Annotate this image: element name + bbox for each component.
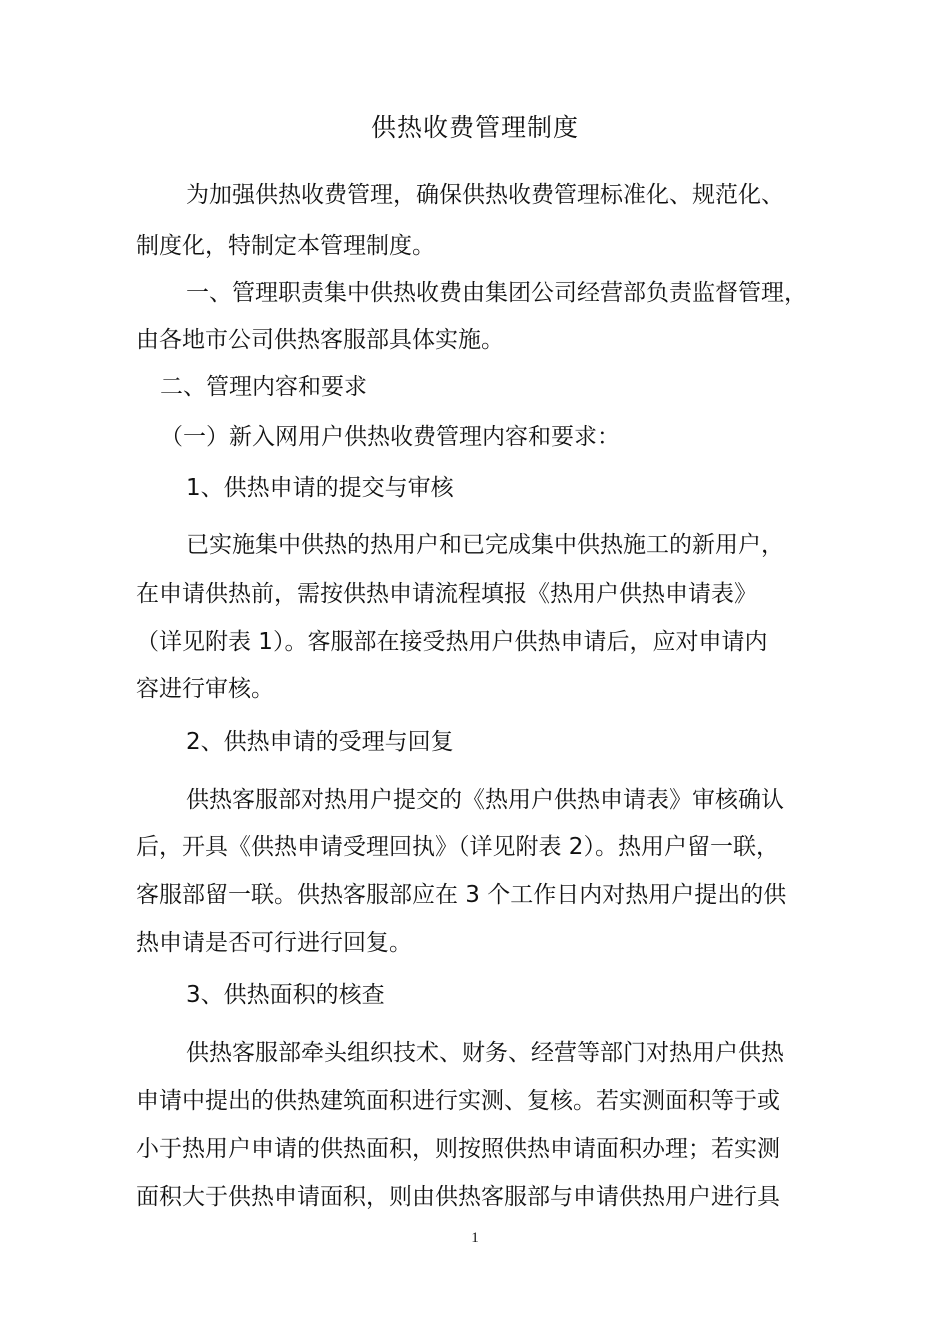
- paragraph-line: 面积大于供热申请面积，则由供热客服部与申请供热用户进行具: [136, 1184, 780, 1210]
- paragraph-line: 为加强供热收费管理，确保供热收费管理标准化、规范化、: [186, 182, 784, 208]
- paragraph-line: 一、管理职责集中供热收费由集团公司经营部负责监督管理，: [186, 280, 807, 306]
- item-heading: 2、供热申请的受理与回复: [186, 729, 454, 755]
- paragraph-line: 申请中提出的供热建筑面积进行实测、复核。若实测面积等于或: [136, 1088, 780, 1114]
- paragraph-line: 已实施集中供热的热用户和已完成集中供热施工的新用户，: [186, 532, 784, 558]
- paragraph-line: 容进行审核。: [136, 676, 274, 702]
- subsection-heading: （一）新入网用户供热收费管理内容和要求：: [160, 424, 620, 450]
- item-heading: 3、供热面积的核查: [186, 982, 385, 1008]
- paragraph-line: 由各地市公司供热客服部具体实施。: [136, 327, 504, 353]
- paragraph-line: 小于热用户申请的供热面积，则按照供热申请面积办理；若实测: [136, 1136, 780, 1162]
- page-number: 1: [471, 1230, 479, 1246]
- document-title: 供热收费管理制度: [370, 113, 579, 142]
- paragraph-line: 在申请供热前，需按供热申请流程填报《热用户供热申请表》: [136, 581, 757, 607]
- paragraph-line: 热申请是否可行进行回复。: [136, 930, 412, 956]
- paragraph-line: （详见附表 1）。客服部在接受热用户供热申请后，应对申请内: [136, 629, 768, 655]
- paragraph-line: 供热客服部对热用户提交的《热用户供热申请表》审核确认: [186, 787, 784, 813]
- paragraph-line: 制度化，特制定本管理制度。: [136, 233, 435, 259]
- paragraph-line: 后，开具《供热申请受理回执》（详见附表 2）。热用户留一联，: [136, 834, 779, 860]
- paragraph-line: 供热客服部牵头组织技术、财务、经营等部门对热用户供热: [186, 1040, 784, 1066]
- paragraph-line: 客服部留一联。供热客服部应在 3 个工作日内对热用户提出的供: [136, 882, 787, 908]
- item-heading: 1、供热申请的提交与审核: [186, 475, 454, 501]
- section-heading: 二、管理内容和要求: [160, 374, 367, 400]
